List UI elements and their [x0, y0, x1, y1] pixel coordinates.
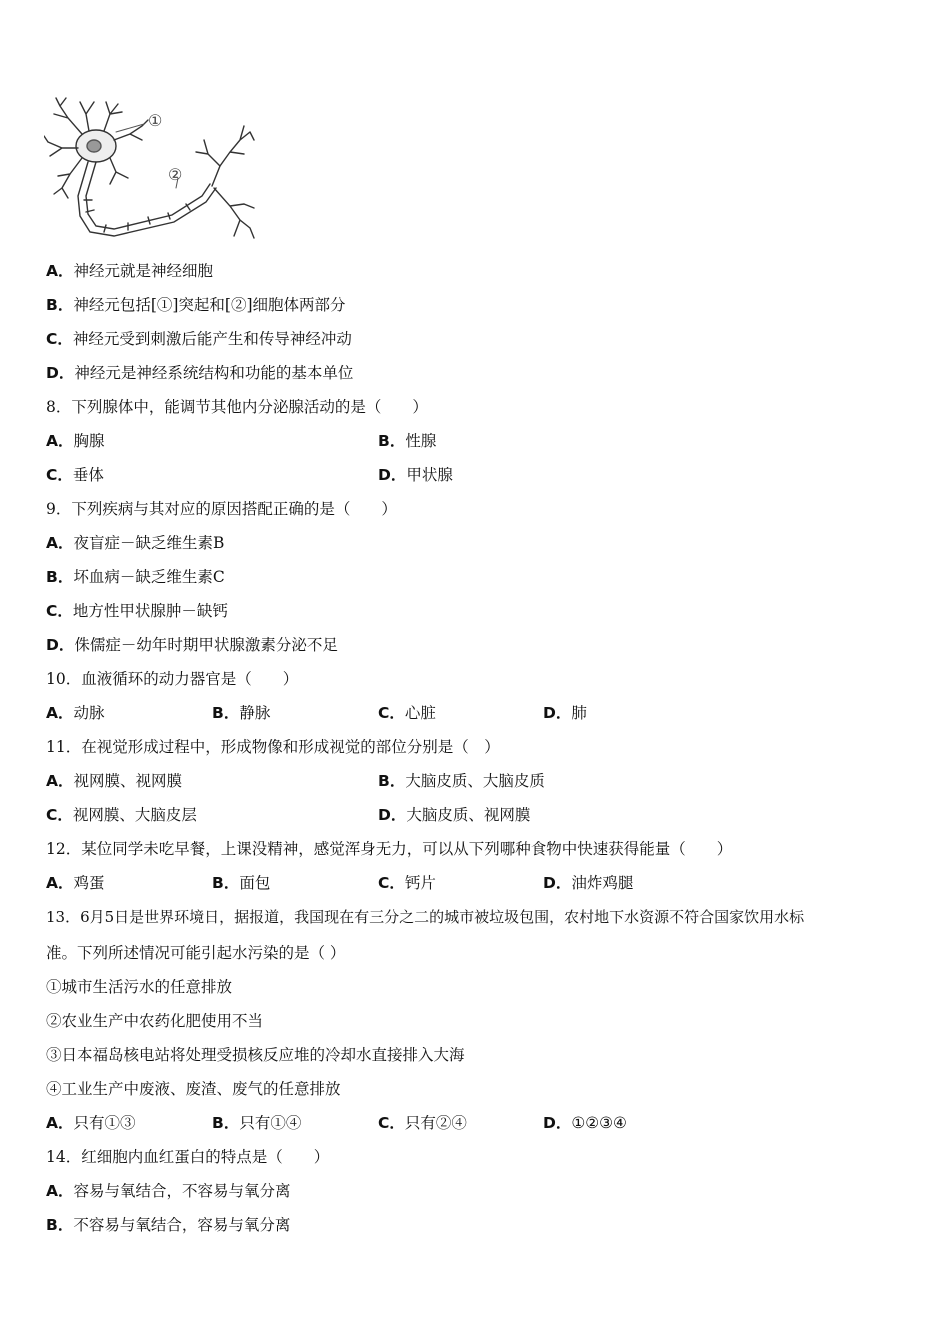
- q13-option-d: [543, 1113, 627, 1133]
- figure-label-1: ①: [148, 111, 163, 130]
- option-text: 胸腺: [73, 432, 105, 450]
- q13-item-4: ④工业生产中废液、废渣、废气的任意排放: [46, 1080, 341, 1098]
- option-text: 神经元就是神经细胞: [73, 262, 214, 280]
- option-text: 只有①④: [239, 1114, 302, 1132]
- option-text: 动脉: [73, 704, 105, 722]
- option-label: C．: [378, 1114, 405, 1132]
- option-text: 视网膜、大脑皮层: [72, 806, 197, 824]
- q10-option-a: [46, 703, 105, 723]
- q7-option-b: [46, 295, 346, 315]
- option-label: D．: [543, 874, 572, 892]
- option-text: 甲状腺: [406, 466, 453, 484]
- option-text: 大脑皮质、视网膜: [406, 806, 531, 824]
- q10-option-d: [543, 703, 587, 723]
- q7-option-a: [46, 261, 213, 281]
- option-label: B．: [378, 772, 406, 790]
- option-label: C．: [46, 330, 73, 348]
- q7-option-d: [46, 363, 353, 383]
- q11-option-c: [46, 805, 197, 825]
- option-text: 视网膜、视网膜: [73, 772, 183, 790]
- q13-item-2: ②农业生产中农药化肥使用不当: [46, 1012, 264, 1030]
- q8-option-a: [46, 431, 105, 451]
- option-text: 鸡蛋: [73, 874, 105, 892]
- option-text: 只有②④: [404, 1114, 467, 1132]
- option-text: 钙片: [404, 874, 436, 892]
- option-text: 神经元是神经系统结构和功能的基本单位: [74, 364, 354, 382]
- option-label: C．: [46, 466, 73, 484]
- option-text: 油炸鸡腿: [571, 874, 634, 892]
- option-label: B．: [212, 874, 240, 892]
- option-label: C．: [46, 602, 73, 620]
- q13-item-1: ①城市生活污水的任意排放: [46, 978, 233, 996]
- option-text: 地方性甲状腺肿－缺钙: [72, 602, 228, 620]
- q11-option-b: [378, 771, 545, 791]
- option-label: D．: [46, 364, 75, 382]
- option-label: B．: [212, 704, 240, 722]
- q14-option-b: [46, 1215, 290, 1235]
- q8-option-b: [378, 431, 436, 451]
- option-text: 侏儒症－幼年时期甲状腺激素分泌不足: [74, 636, 338, 654]
- q12-option-b: [212, 873, 270, 893]
- q8-stem: 8．下列腺体中，能调节其他内分泌腺活动的是（ ）: [46, 398, 428, 416]
- option-label: A．: [46, 262, 74, 280]
- option-text: 心脏: [404, 704, 436, 722]
- option-label: D．: [46, 636, 75, 654]
- option-label: A．: [46, 874, 74, 892]
- option-text: 夜盲症－缺乏维生素B: [73, 534, 225, 552]
- q9-option-b: [46, 567, 225, 587]
- option-text: 大脑皮质、大脑皮质: [405, 772, 545, 790]
- option-label: C．: [378, 704, 405, 722]
- q13-option-c: [378, 1113, 467, 1133]
- option-label: B．: [46, 1216, 74, 1234]
- q12-option-a: [46, 873, 105, 893]
- option-label: B．: [46, 296, 74, 314]
- option-text: 垂体: [72, 466, 104, 484]
- q13-item-3: ③日本福岛核电站将处理受损核反应堆的冷却水直接排入大海: [46, 1046, 465, 1064]
- q10-option-b: [212, 703, 270, 723]
- option-text: 容易与氧结合，不容易与氧分离: [73, 1182, 291, 1200]
- neuron-icon: [44, 96, 256, 248]
- q10-stem: 10．血液循环的动力器官是（ ）: [46, 670, 299, 688]
- option-label: A．: [46, 534, 74, 552]
- q11-stem: 11．在视觉形成过程中，形成物像和形成视觉的部位分别是（ ）: [46, 738, 500, 756]
- q9-option-d: [46, 635, 338, 655]
- q12-option-d: [543, 873, 633, 893]
- q13-option-b: [212, 1113, 301, 1133]
- option-text: 静脉: [239, 704, 271, 722]
- q7-option-c: [46, 329, 352, 349]
- q10-option-c: [378, 703, 436, 723]
- option-text: 神经元包括[①]突起和[②]细胞体两部分: [73, 296, 346, 314]
- q14-stem: 14．红细胞内血红蛋白的特点是（ ）: [46, 1148, 330, 1166]
- option-text: 神经元受到刺激后能产生和传导神经冲动: [72, 330, 352, 348]
- option-text: 坏血病－缺乏维生素C: [73, 568, 225, 586]
- q13-stem-line1: 13．6月5日是世界环境日，据报道，我国现在有三分之二的城市被垃圾包围，农村地下水资源不符合国家饮用水标: [46, 908, 805, 926]
- q9-option-c: [46, 601, 228, 621]
- option-label: A．: [46, 704, 74, 722]
- option-label: D．: [378, 806, 407, 824]
- option-label: D．: [543, 704, 572, 722]
- option-label: D．: [378, 466, 407, 484]
- option-text: 性腺: [405, 432, 437, 450]
- q8-option-c: [46, 465, 104, 485]
- option-label: D．: [543, 1114, 572, 1132]
- option-label: A．: [46, 1182, 74, 1200]
- q8-option-d: [378, 465, 453, 485]
- q13-stem-line2: 准。下列所述情况可能引起水污染的是（ ）: [46, 944, 346, 962]
- q12-option-c: [378, 873, 436, 893]
- option-label: C．: [378, 874, 405, 892]
- figure-label-2: ②: [168, 165, 183, 184]
- q11-option-d: [378, 805, 530, 825]
- option-label: A．: [46, 432, 74, 450]
- q13-option-a: [46, 1113, 136, 1133]
- option-text: 肺: [571, 704, 587, 722]
- option-label: C．: [46, 806, 73, 824]
- q9-stem: 9．下列疾病与其对应的原因搭配正确的是（ ）: [46, 500, 397, 518]
- option-text: 面包: [239, 874, 271, 892]
- option-text: ①②③④: [571, 1114, 627, 1132]
- option-label: B．: [46, 568, 74, 586]
- option-label: B．: [212, 1114, 240, 1132]
- q14-option-a: [46, 1181, 291, 1201]
- q12-stem: 12．某位同学未吃早餐，上课没精神，感觉浑身无力，可以从下列哪种食物中快速获得能量（ ）: [46, 840, 733, 858]
- option-label: A．: [46, 1114, 74, 1132]
- q9-option-a: [46, 533, 224, 553]
- option-label: A．: [46, 772, 74, 790]
- neuron-figure: [44, 96, 256, 248]
- option-text: 只有①③: [73, 1114, 136, 1132]
- option-text: 不容易与氧结合，容易与氧分离: [73, 1216, 291, 1234]
- option-label: B．: [378, 432, 406, 450]
- q11-option-a: [46, 771, 182, 791]
